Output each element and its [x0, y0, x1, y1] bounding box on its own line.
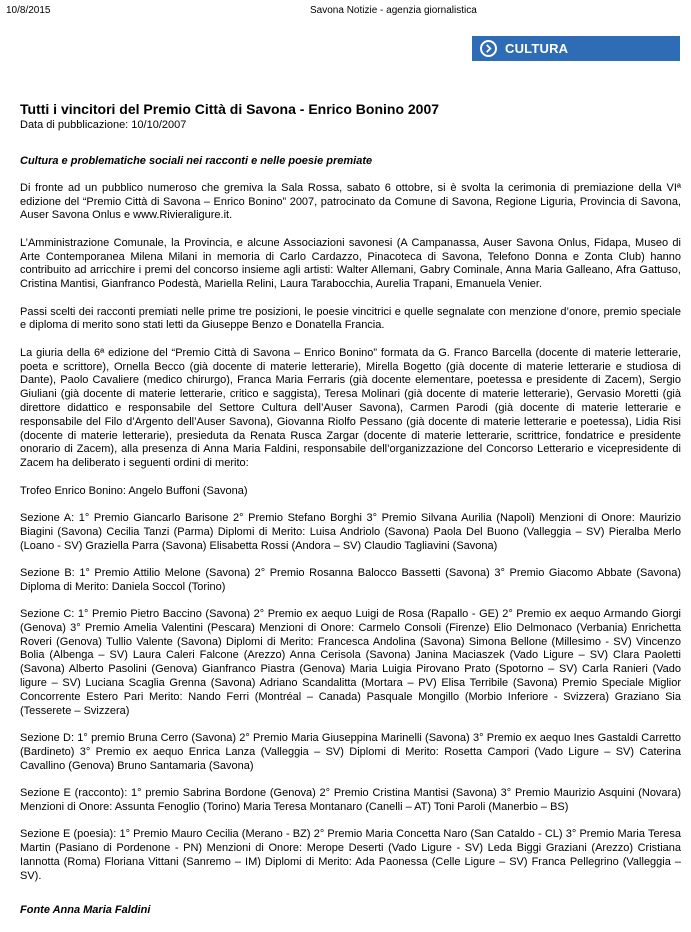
paragraph-sezione-c: Sezione C: 1° Premio Pietro Baccino (Savona) 2° Premio ex aequo Luigi de Rosa (Rapallo - GE) 2° Premio ex aequo Armando Giorgi (Genova) 3° Premio Amelia Valentini (Pescara) Menzioni di Onore: Carmelo Consoli (Firenze) Elio Delmonaco (Verbania) Enrichetta Roveri (Genova) Tullio Valente (Savona) Diplomi di Merito: Francesca Andolina (Savona) Simona Bellone (Millesimo - SV) Vincenzo Bolia (Albenga – SV) Laura Caleri Falcone (Arezzo) Anna Cerisola (Savona) Janina Maciaszek (Vado Ligure – SV) Clara Paoletti (Savona) Alberto Pasolini (Genova) Gianfranco Piastra (Genova) Maria Luigia Pirovano Prato (Spotorno – SV) Carla Ranieri (Vado ligure – SV) Luciana Scaglia Grenna (Savona) Adriano Scandalitta (Mortara – PV) Elisa Terribile (Savona) Premio Speciale Miglior Concorrente Estero Pari Merito: Nando Ferri (Montréal – Canada) Pasquale Mongillo (Morbio Inferiore - Svizzera) Graziano Sia (Tesserete – Svizzera)	[20, 608, 681, 717]
header-date: 10/8/2015	[6, 5, 51, 16]
paragraph-sezione-d: Sezione D: 1° premio Bruna Cerro (Savona) 2° Premio Maria Giuseppina Marinelli (Savona) 3° Premio ex aequo Ines Gastaldi Carretto (Bardineto) 3° Premio ex aequo Enrica Lanza (Valleggia – SV) Diplomi di Merito: Rosetta Campori (Vado Ligure – SV) Caterina Cavallino (Genova) Bruno Santamaria (Savona)	[20, 732, 681, 772]
publication-date: Data di pubblicazione: 10/10/2007	[20, 119, 187, 131]
paragraph-intro: Di fronte ad un pubblico numeroso che gremiva la Sala Rossa, sabato 6 ottobre, si è svolta la cerimonia di premiazione della VIª edizione del “Premio Città di Savona – Enrico Bonino” 2007, patrocinato da Comune di Savona, Regione Liguria, Provincia di Savona, Auser Savona Onlus e www.Rivieraligure.it.	[20, 181, 681, 222]
paragraph-readings: Passi scelti dei racconti premiati nelle prime tre posizioni, le poesie vincitrici e quelle segnalate con menzione d’onore, premio speciale e diploma di merito sono stati letti da Giuseppe Benzo e Donatella Francia.	[20, 305, 681, 332]
paragraph-sezione-a: Sezione A: 1° Premio Giancarlo Barisone 2° Premio Stefano Borghi 3° Premio Silvana Aurilia (Napoli) Menzioni di Onore: Maurizio Biagini (Savona) Cecilia Tanzi (Parma) Diplomi di Merito: Luisa Andriolo (Savona) Paola Del Buono (Valleggia – SV) Pieralba Merlo (Loano - SV) Graziella Parra (Savona) Elisabetta Rossi (Andora – SV) Claudio Tagliavini (Savona)	[20, 511, 681, 552]
paragraph-sponsors: L’Amministrazione Comunale, la Provincia, e alcune Associazioni savonesi (A Campanassa, Auser Savona Onlus, Fidapa, Museo di Arte Contemporanea Milena Milani in memoria di Carlo Cardazzo, Pinacoteca di Savona, Telefono Donna e Zonta Club) hanno contribuito ad arricchire i premi del concorso insieme agli artisti: Walter Allemani, Gabry Cominale, Anna Maria Galleano, Afra Gattuso, Cristina Mantisi, Gianfranco Podestà, Mariella Relini, Laura Tarabocchia, Aurelia Trapani, Emanuela Venier.	[20, 236, 681, 291]
section-badge-label: CULTURA	[505, 41, 569, 56]
article-subtitle: Cultura e problematiche sociali nei racconti e nelle poesie premiate	[20, 155, 373, 167]
article-title: Tutti i vincitori del Premio Città di Savona - Enrico Bonino 2007	[20, 101, 440, 117]
arrow-right-circle-icon	[480, 40, 497, 57]
header-site-name: Savona Notizie - agenzia giornalistica	[310, 5, 477, 16]
article-source: Fonte Anna Maria Faldini	[20, 904, 151, 917]
paragraph-sezione-b: Sezione B: 1° Premio Attilio Melone (Savona) 2° Premio Rosanna Balocco Bassetti (Savona) 3° Premio Giacomo Abbate (Savona) Diploma di Merito: Daniela Soccol (Torino)	[20, 566, 681, 593]
paragraph-jury: La giuria della 6ª edizione del “Premio Città di Savona – Enrico Bonino” formata da G. Franco Barcella (docente di materie letterarie, poeta e scrittore), Ornella Becco (già docente di materie letterarie), Mirella Bogetto (già docente di materie letterarie e studiosa di Dante), Paolo Cavaliere (medico chirurgo), Franca Maria Ferraris (già docente elementare, poetessa e presidente di Zacem), Sergio Giuliani (già docente di materie letterarie, critico e saggista), Teresa Molinari (già docente di materie letterarie), Gervasio Moretti (già direttore didattico e responsabile del Settore Cultura dell’Auser Savona), Carmen Parodi (già docente di materie letterarie e responsabile del Filo d’Argento dell’Auser Savona), Giovanna Riolfo Pessano (già docente di materie letterarie e poetessa), Lidia Risi (docente di materie letterarie), presieduta da Renata Rusca Zargar (docente di materie letterarie, scrittrice, fondatrice e presidente onorario di Zacem), alla presenza di Anna Maria Faldini, responsabile dell’organizzazione del Concorso Letterario e vicepresidente di Zacem ha deliberato i seguenti ordini di merito:	[20, 346, 681, 470]
paragraph-sezione-e-racconto: Sezione E (racconto): 1° premio Sabrina Bordone (Genova) 2° Premio Cristina Mantisi (Savona) 3° Premio Maurizio Asquini (Novara) Menzioni di Onore: Assunta Fenoglio (Torino) Maria Teresa Montanaro (Canelli – AT) Toni Paroli (Manerbio – BS)	[20, 787, 681, 813]
section-badge-cultura[interactable]	[472, 36, 680, 61]
article-body	[20, 155, 681, 932]
paragraph-sezione-e-poesia: Sezione E (poesia): 1° Premio Mauro Cecilia (Merano - BZ) 2° Premio Maria Concetta Naro (San Cataldo - CL) 3° Premio Maria Teresa Martin (Pasiano di Pordenone - PN) Menzioni di Onore: Merope Deserti (Vado Ligure - SV) Leda Biggi Graziani (Arezzo) Cristiana Iannotta (Roma) Floriana Vittani (Sanremo – IM) Diplomi di Merito: Ada Paonessa (Celle Ligure – SV) Franca Pellegrino (Valleggia – SV).	[20, 828, 681, 882]
paragraph-trofeo: Trofeo Enrico Bonino: Angelo Buffoni (Savona)	[20, 484, 248, 497]
